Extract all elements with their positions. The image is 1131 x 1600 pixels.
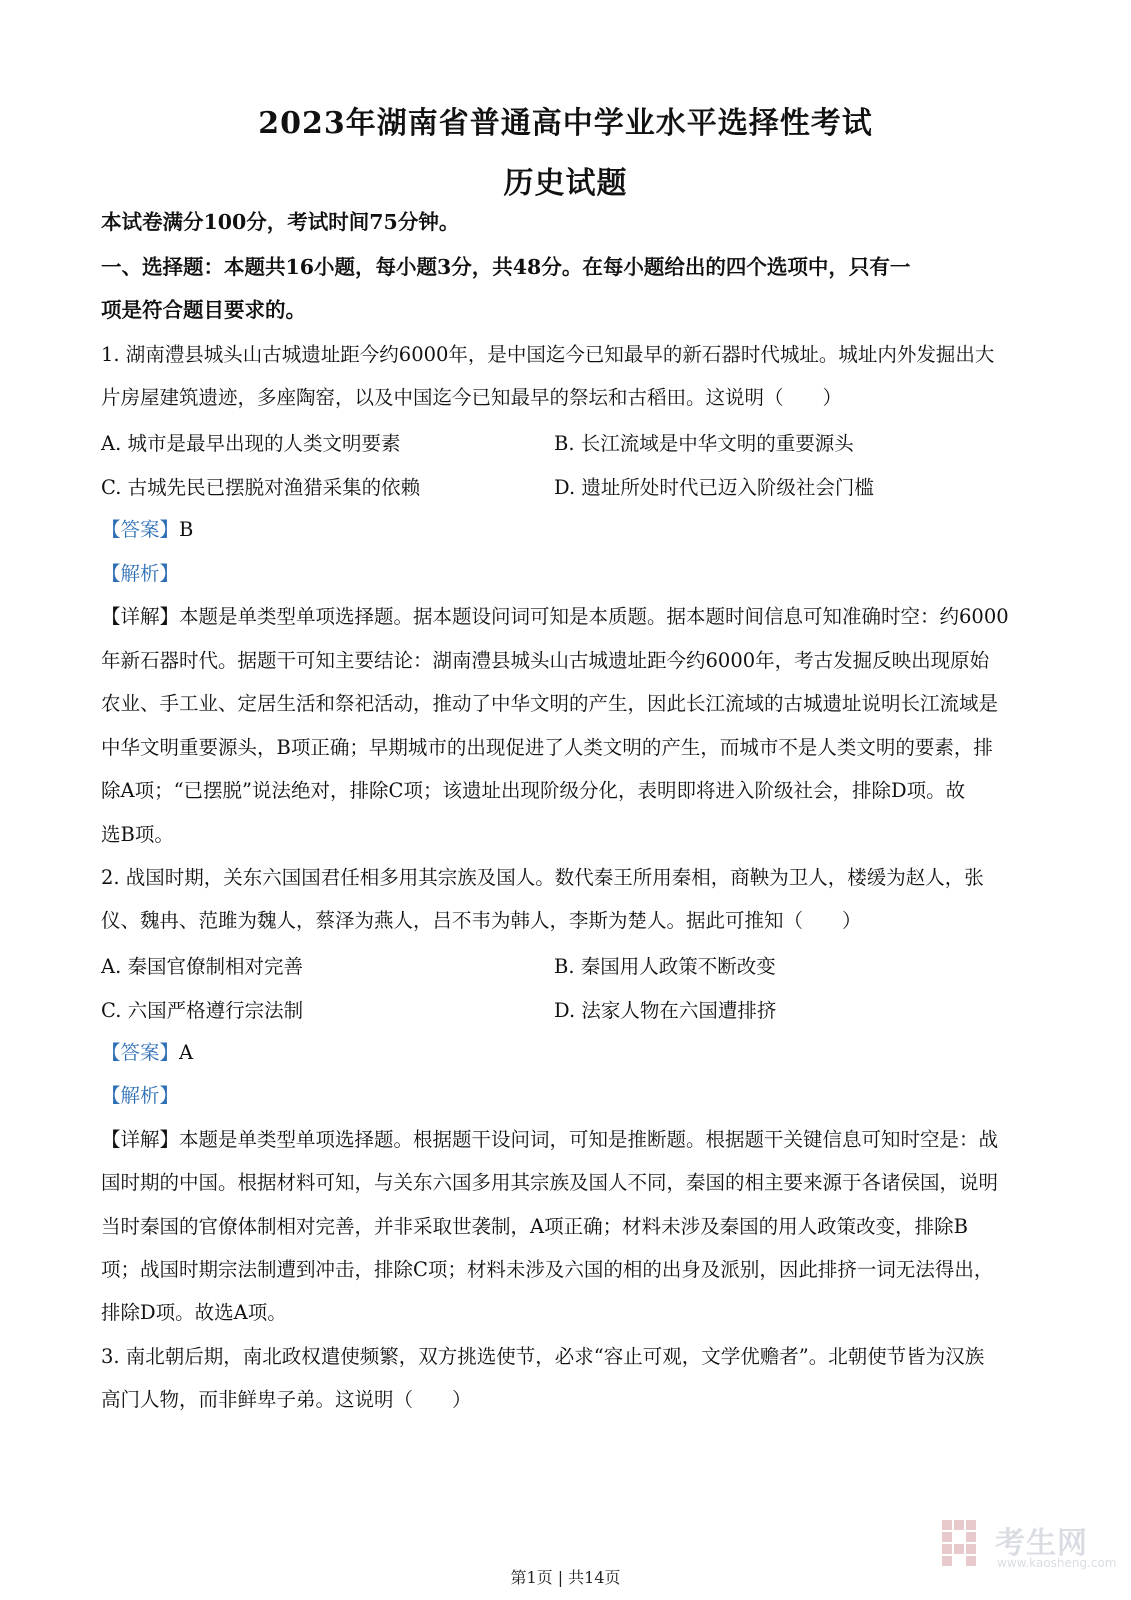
page-footer: 第1页 | 共14页 bbox=[510, 1568, 621, 1587]
q1-option-d: D. 遗址所处时代已迈入阶级社会门槛 bbox=[554, 476, 874, 499]
watermark-url: www.kaosheng.com bbox=[997, 1556, 1117, 1570]
exam-title: 2023年湖南省普通高中学业水平选择性考试 bbox=[258, 106, 873, 141]
q1-analysis-label: 【解析】 bbox=[101, 562, 180, 585]
q1-detail-line6: 选B项。 bbox=[101, 823, 174, 846]
q1-stem-line2: 片房屋建筑遗迹，多座陶窑，以及中国迄今已知最早的祭坛和古稻田。这说明（ ） bbox=[101, 386, 843, 409]
exam-intro: 本试卷满分100分，考试时间75分钟。 bbox=[101, 210, 460, 234]
q1-option-a: A. 城市是最早出现的人类文明要素 bbox=[101, 432, 401, 455]
detail-label: 【详解】 bbox=[101, 605, 180, 628]
q2-option-a: A. 秦国官僚制相对完善 bbox=[101, 955, 303, 978]
q2-option-b: B. 秦国用人政策不断改变 bbox=[554, 955, 776, 978]
exam-subtitle: 历史试题 bbox=[503, 166, 628, 201]
q2-stem-line1: 2. 战国时期，关东六国国君任相多用其宗族及国人。数代秦王所用秦相，商鞅为卫人，楼缓为赵人，张 bbox=[101, 866, 984, 889]
q2-detail-line3: 当时秦国的官僚体制相对完善，并非采取世袭制，A项正确；材料未涉及秦国的用人政策改变，排除B bbox=[101, 1215, 968, 1238]
answer-label: 【答案】 bbox=[101, 1041, 180, 1064]
q1-detail-line5: 除A项；“已摆脱”说法绝对，排除C项；该遗址出现阶级分化，表明即将进入阶级社会，排除D项。故 bbox=[101, 779, 966, 802]
q1-detail-line1: 【详解】本题是单类型单项选择题。据本题设问词可知是本质题。据本题时间信息可知准确时空：约6000 bbox=[101, 605, 1009, 628]
q2-answer bbox=[101, 1039, 1041, 1067]
answer-label: 【答案】 bbox=[101, 518, 180, 541]
q3-stem-line2: 高门人物，而非鲜卑子弟。这说明（ ） bbox=[101, 1388, 472, 1411]
detail-label: 【详解】 bbox=[101, 1128, 180, 1151]
q2-analysis-label: 【解析】 bbox=[101, 1084, 180, 1107]
q2-detail-line4: 项；战国时期宗法制遭到冲击，排除C项；材料未涉及六国的相的出身及派别，因此排挤一词无法得出， bbox=[101, 1258, 994, 1281]
q3-stem-line1: 3. 南北朝后期，南北政权遣使频繁，双方挑选使节，必求“容止可观，文学优赡者”。北朝使节皆为汉族 bbox=[101, 1345, 985, 1368]
q2-option-d: D. 法家人物在六国遭排挤 bbox=[554, 999, 777, 1022]
q1-detail-line2: 年新石器时代。据题干可知主要结论：湖南澧县城头山古城遗址距今约6000年，考古发掘反映出现原始 bbox=[101, 649, 990, 672]
q2-detail-line5: 排除D项。故选A项。 bbox=[101, 1301, 287, 1324]
q2-stem-line2: 仪、魏冉、范雎为魏人，蔡泽为燕人，吕不韦为韩人，李斯为楚人。据此可推知（ ） bbox=[101, 909, 862, 932]
q1-option-c: C. 古城先民已摆脱对渔猎采集的依赖 bbox=[101, 476, 421, 499]
q1-answer bbox=[101, 516, 1041, 544]
section-heading-line1: 一、选择题：本题共16小题，每小题3分，共48分。在每小题给出的四个选项中，只有一 bbox=[101, 255, 911, 279]
q2-option-c: C. 六国严格遵行宗法制 bbox=[101, 999, 304, 1022]
q1-detail-line3: 农业、手工业、定居生活和祭祀活动，推动了中华文明的产生，因此长江流域的古城遗址说明长江流域是 bbox=[101, 692, 999, 715]
q2-answer-value: A bbox=[179, 1041, 194, 1064]
q1-detail-line4: 中华文明重要源头，B项正确；早期城市的出现促进了人类文明的产生，而城市不是人类文明的要素，排 bbox=[101, 736, 993, 759]
section-heading-line2: 项是符合题目要求的。 bbox=[101, 298, 306, 322]
q1-option-b: B. 长江流域是中华文明的重要源头 bbox=[554, 432, 854, 455]
q1-stem-line1: 1. 湖南澧县城头山古城遗址距今约6000年，是中国迄今已知最早的新石器时代城址。城址内外发掘出大 bbox=[101, 343, 995, 366]
q2-detail-line2: 国时期的中国。根据材料可知，与关东六国多用其宗族及国人不同，秦国的相主要来源于各诸侯国，说明 bbox=[101, 1171, 999, 1194]
watermark-text: 考生网 bbox=[995, 1526, 1088, 1561]
q2-detail-line1: 【详解】本题是单类型单项选择题。根据题干设问词，可知是推断题。根据题干关键信息可知时空是：战 bbox=[101, 1128, 999, 1151]
q1-answer-value: B bbox=[179, 518, 194, 541]
